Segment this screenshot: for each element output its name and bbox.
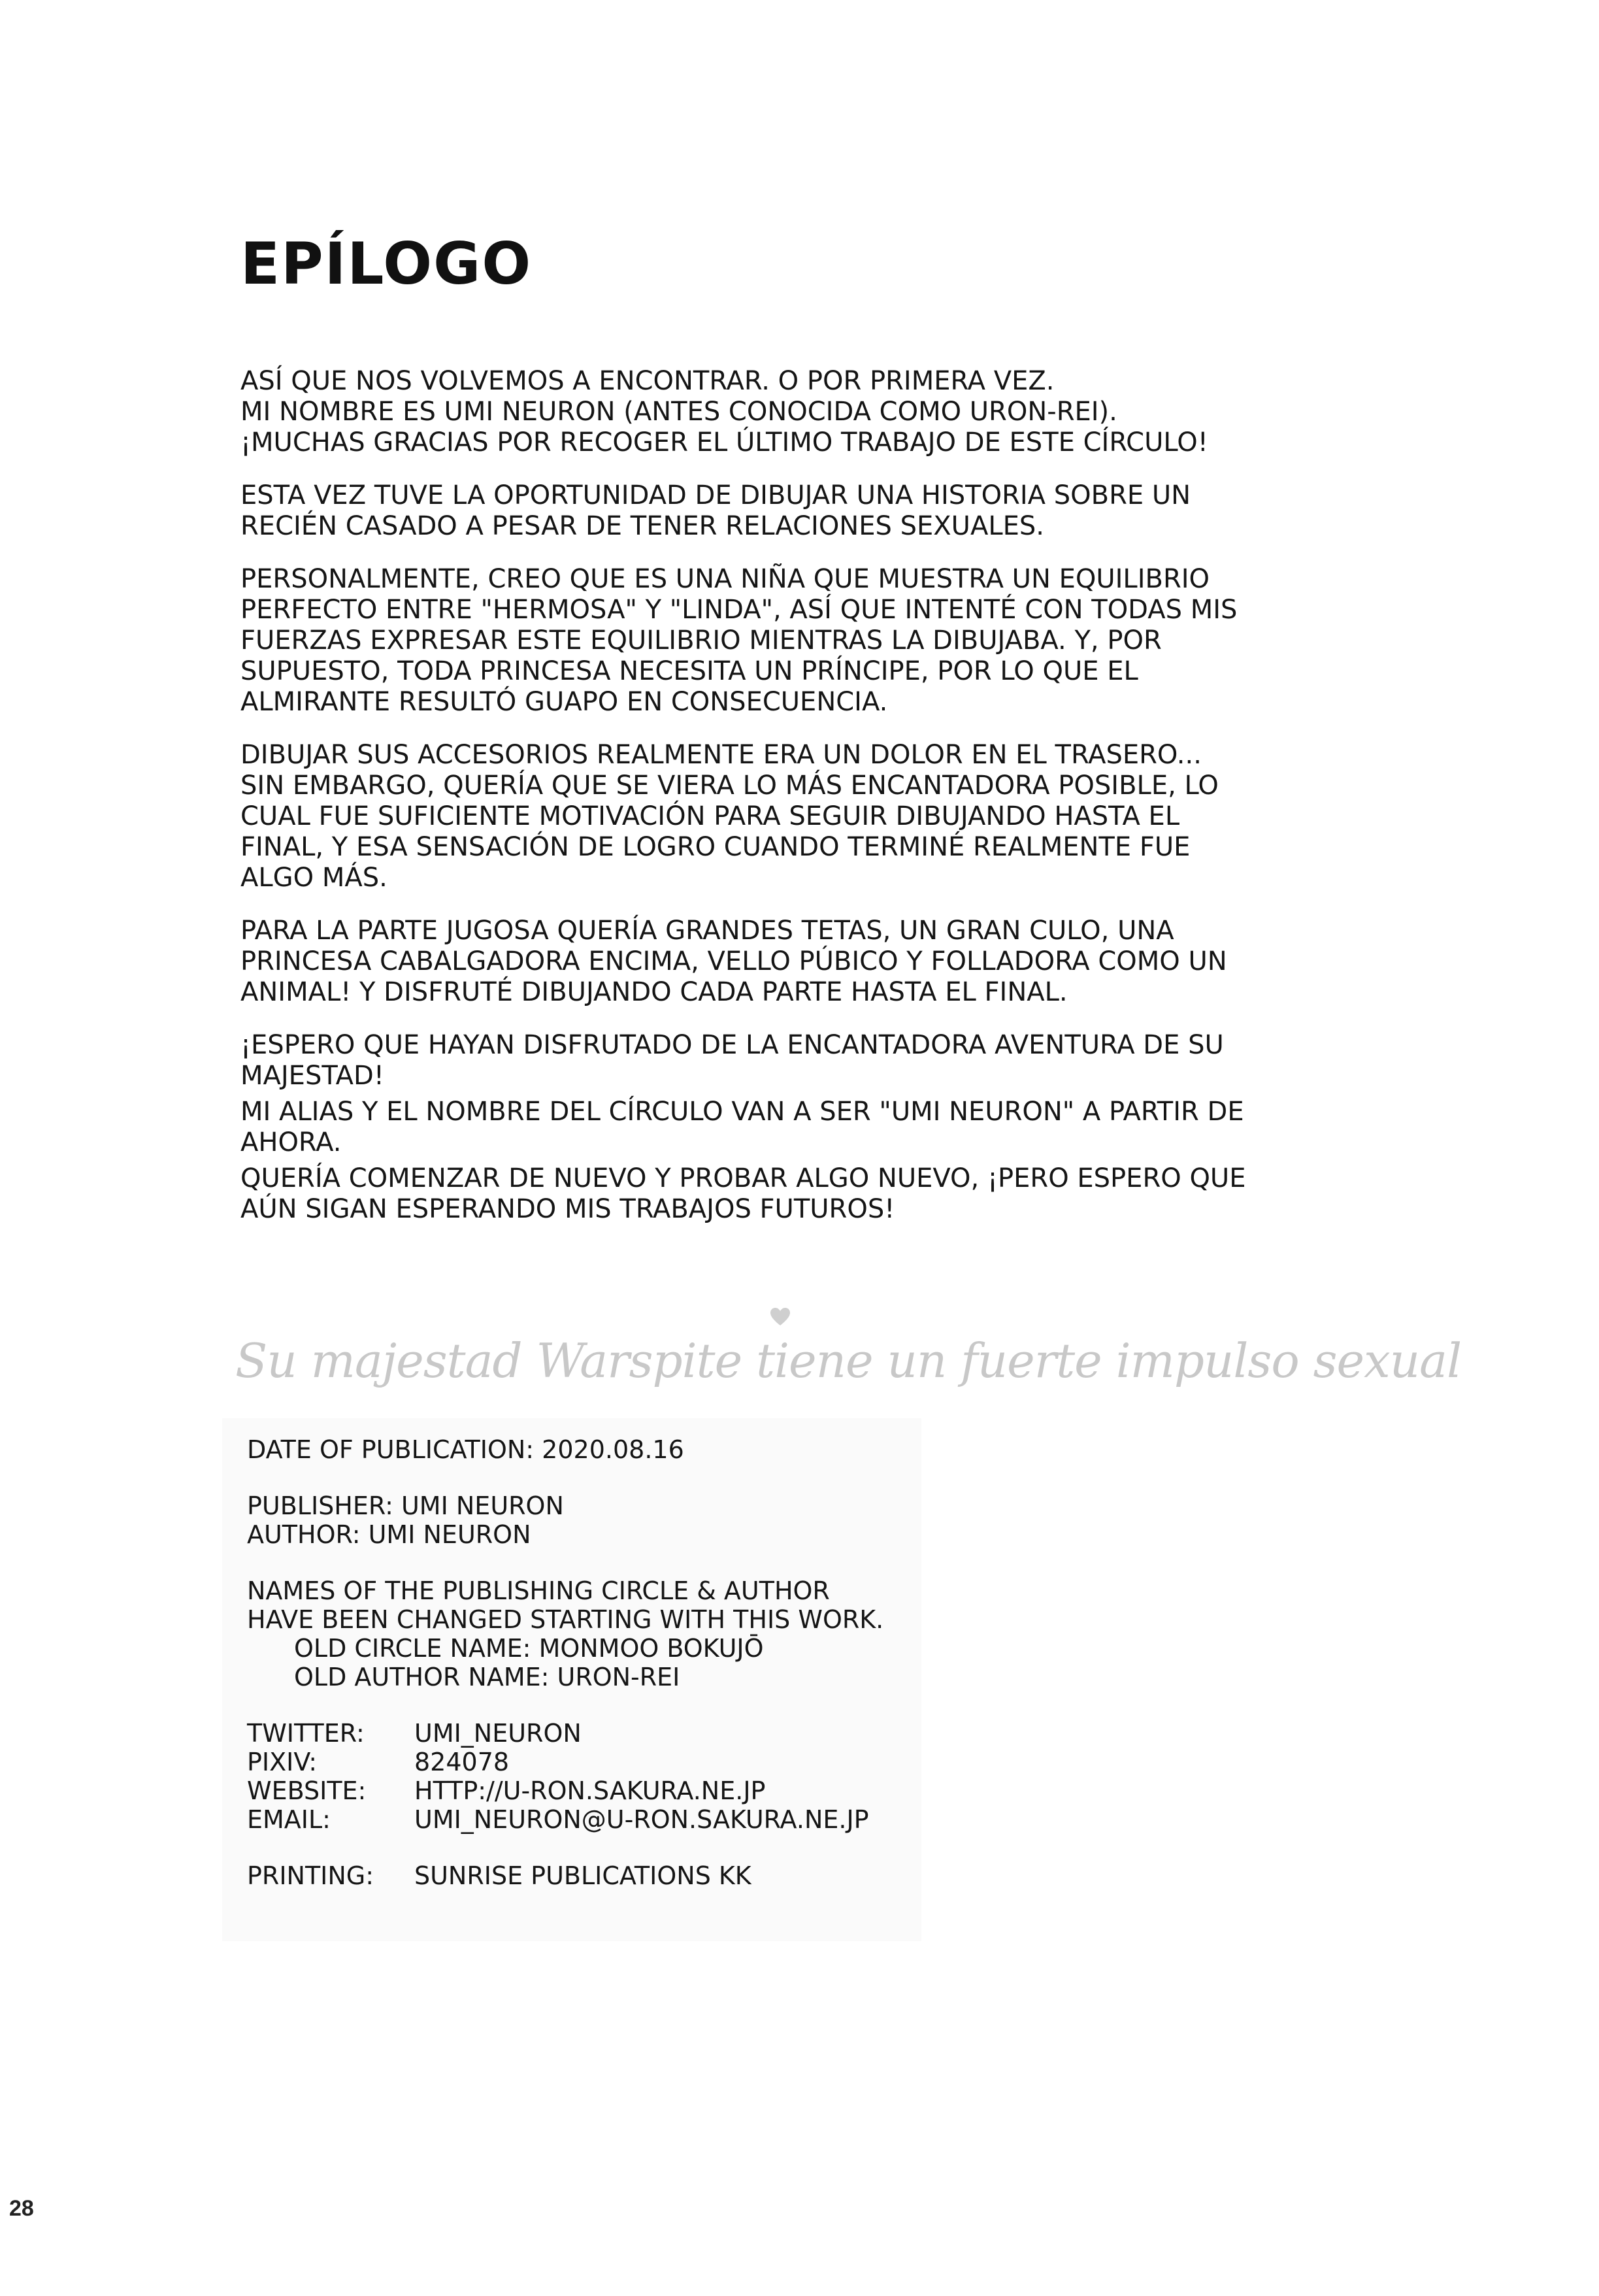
book-title: Su majestad Warspite tiene un fuerte impulso sexual [235, 1333, 1462, 1388]
text-line: DIBUJAR SUS ACCESORIOS REALMENTE ERA UN DOLOR EN EL TRASERO... [240, 740, 1202, 770]
contact-key: WEBSITE: [247, 1776, 367, 1805]
text-line: PERSONALMENTE, CREO QUE ES UNA NIÑA QUE MUESTRA UN EQUILIBRIO [240, 564, 1210, 594]
text-line: ¡ESPERO QUE HAYAN DISFRUTADO DE LA ENCANTADORA AVENTURA DE SU [240, 1030, 1224, 1060]
text-line: ANIMAL! Y DISFRUTÉ DIBUJANDO CADA PARTE HASTA EL FINAL. [240, 977, 1068, 1007]
text-line: PERFECTO ENTRE "HERMOSA" Y "LINDA", ASÍ QUE INTENTÉ CON TODAS MIS [240, 595, 1238, 625]
colophon-notice [247, 1576, 883, 1691]
text-line: ¡MUCHAS GRACIAS POR RECOGER EL ÚLTIMO TRABAJO DE ESTE CÍRCULO! [240, 427, 1208, 458]
colophon-date [247, 1435, 883, 1464]
text-line: ESTA VEZ TUVE LA OPORTUNIDAD DE DIBUJAR UNA HISTORIA SOBRE UN [240, 480, 1191, 510]
heart-icon [770, 1307, 791, 1327]
text-line: SIN EMBARGO, QUERÍA QUE SE VIERA LO MÁS ENCANTADORA POSIBLE, LO [240, 771, 1219, 801]
text-line: FINAL, Y ESA SENSACIÓN DE LOGRO CUANDO TERMINÉ REALMENTE FUE [240, 832, 1191, 862]
publication-date: DATE OF PUBLICATION: 2020.08.16 [247, 1435, 684, 1464]
printing-key: PRINTING: [247, 1861, 374, 1890]
text-line: PARA LA PARTE JUGOSA QUERÍA GRANDES TETAS, UN GRAN CULO, UNA [240, 916, 1174, 946]
colophon-text [247, 1435, 883, 1918]
text-line: AHORA. [240, 1127, 342, 1157]
text-line: CUAL FUE SUFICIENTE MOTIVACIÓN PARA SEGUIR DIBUJANDO HASTA EL [240, 801, 1180, 831]
contact-pixiv [247, 1748, 883, 1776]
text-line: MI ALIAS Y EL NOMBRE DEL CÍRCULO VAN A SER "UMI NEURON" A PARTIR DE [240, 1097, 1244, 1127]
contact-value: UMI_NEURON [414, 1719, 582, 1748]
contact-key: TWITTER: [247, 1719, 365, 1748]
contact-value: 824078 [414, 1748, 510, 1776]
text-line: MAJESTAD! [240, 1061, 384, 1091]
epilogue-text [240, 366, 1325, 1247]
old-author-name: OLD AUTHOR NAME: URON-REI [294, 1663, 680, 1691]
text-line: SUPUESTO, TODA PRINCESA NECESITA UN PRÍNCIPE, POR LO QUE EL [240, 656, 1138, 686]
text-line: ASÍ QUE NOS VOLVEMOS A ENCONTRAR. O POR PRIMERA VEZ. [240, 366, 1055, 396]
epilogue-paragraph [240, 1163, 1325, 1225]
colophon-credits [247, 1491, 883, 1549]
text-line: FUERZAS EXPRESAR ESTE EQUILIBRIO MIENTRAS LA DIBUJABA. Y, POR [240, 625, 1162, 656]
old-circle-name: OLD CIRCLE NAME: MONMOO BOKUJŌ [294, 1634, 764, 1663]
contact-value: HTTP://U-RON.SAKURA.NE.JP [414, 1776, 766, 1805]
epilogue-paragraph [240, 916, 1325, 1008]
text-line: AÚN SIGAN ESPERANDO MIS TRABAJOS FUTUROS! [240, 1194, 895, 1224]
text-line: ALGO MÁS. [240, 863, 387, 893]
publisher: PUBLISHER: UMI NEURON [247, 1491, 564, 1520]
contact-twitter [247, 1719, 883, 1748]
page-number: 28 [9, 2196, 34, 2221]
notice-line: NAMES OF THE PUBLISHING CIRCLE & AUTHOR [247, 1576, 830, 1605]
text-line: ALMIRANTE RESULTÓ GUAPO EN CONSECUENCIA. [240, 687, 888, 717]
contact-value: UMI_NEURON@U-RON.SAKURA.NE.JP [414, 1805, 869, 1834]
text-line: RECIÉN CASADO A PESAR DE TENER RELACIONES SEXUALES. [240, 511, 1044, 541]
author: AUTHOR: UMI NEURON [247, 1520, 531, 1549]
printing-row [247, 1861, 883, 1890]
contact-email [247, 1805, 883, 1834]
epilogue-paragraph [240, 366, 1325, 458]
colophon-contacts [247, 1719, 883, 1834]
epilogue-paragraph [240, 480, 1325, 542]
colophon-printing [247, 1861, 883, 1890]
printing-value: SUNRISE PUBLICATIONS KK [414, 1861, 751, 1890]
contact-key: PIXIV: [247, 1748, 318, 1776]
text-line: QUERÍA COMENZAR DE NUEVO Y PROBAR ALGO NUEVO, ¡PERO ESPERO QUE [240, 1163, 1246, 1193]
notice-line: HAVE BEEN CHANGED STARTING WITH THIS WORK. [247, 1605, 884, 1634]
epilogue-paragraph [240, 740, 1325, 893]
contact-key: EMAIL: [247, 1805, 331, 1834]
page-title: EPÍLOGO [240, 230, 533, 297]
colophon-box [222, 1418, 921, 1941]
text-line: PRINCESA CABALGADORA ENCIMA, VELLO PÚBICO Y FOLLADORA COMO UN [240, 946, 1227, 976]
contact-website [247, 1776, 883, 1805]
book-title-logo [235, 1307, 1462, 1412]
epilogue-paragraph [240, 1097, 1325, 1158]
text-line: MI NOMBRE ES UMI NEURON (ANTES CONOCIDA COMO URON-REI). [240, 397, 1117, 427]
epilogue-paragraph [240, 1030, 1325, 1091]
epilogue-paragraph [240, 564, 1325, 718]
